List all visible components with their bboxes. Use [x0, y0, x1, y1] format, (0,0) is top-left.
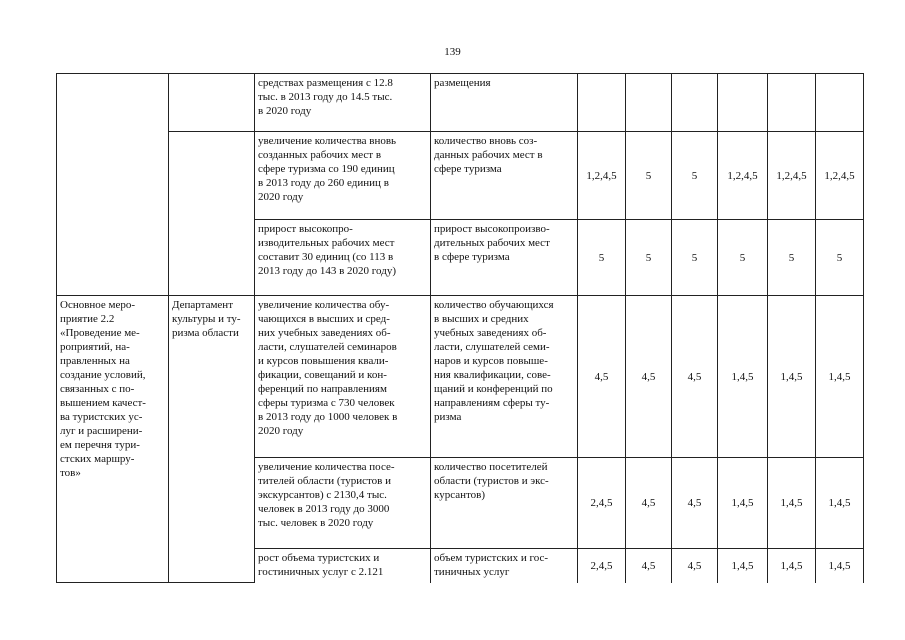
- value-cell: 5: [672, 132, 718, 220]
- value-cell: 2,4,5: [578, 549, 626, 583]
- program-table: [56, 73, 864, 583]
- table-row: [57, 132, 864, 220]
- value-cell: 4,5: [626, 458, 672, 549]
- result-cell: рост объема туристских и гостиничных услуг с 2.121: [255, 549, 431, 583]
- value-cell: 1,4,5: [816, 458, 864, 549]
- indicator-cell: количество вновь соз- данных рабочих мест в сфере туризма: [431, 132, 578, 220]
- value-cell: 4,5: [578, 296, 626, 458]
- value-cell: 4,5: [672, 458, 718, 549]
- result-cell: увеличение количества посе- тителей области (туристов и экскурсантов) с 2130,4 тыс. человек в 2013 году до 3000 тыс. человек в 2020 году: [255, 458, 431, 549]
- indicator-cell: размещения: [431, 74, 578, 132]
- value-cell: 1,4,5: [718, 458, 768, 549]
- event-cell-continued: [57, 74, 169, 296]
- indicator-cell: количество обучающихся в высших и средних учебных заведениях об- ласти, слушателей семи- наров и курсов повыше- ния квалификации, сове- щаний и конференций по направлениям сферы ту- ризма: [431, 296, 578, 458]
- result-cell: средствах размещения с 12.8 тыс. в 2013 году до 14.5 тыс. в 2020 году: [255, 74, 431, 132]
- table-row: [57, 74, 864, 132]
- result-cell: увеличение количества вновь созданных рабочих мест в сфере туризма со 190 единиц в 2013 году до 260 единиц в 2020 году: [255, 132, 431, 220]
- executor-cell: Департамент культуры и ту- ризма области: [169, 296, 255, 583]
- value-cell: 4,5: [672, 296, 718, 458]
- value-cell: 5: [578, 220, 626, 296]
- indicator-cell: объем туристских и гос- тиничных услуг: [431, 549, 578, 583]
- value-cell: 5: [816, 220, 864, 296]
- executor-cell-continued: [169, 132, 255, 296]
- value-cell: 5: [626, 220, 672, 296]
- value-cell: 1,2,4,5: [816, 132, 864, 220]
- indicator-cell: количество посетителей области (туристов и экс- курсантов): [431, 458, 578, 549]
- value-cell: 1,2,4,5: [718, 132, 768, 220]
- value-cell: [578, 74, 626, 132]
- value-cell: 1,4,5: [718, 296, 768, 458]
- value-cell: 4,5: [672, 549, 718, 583]
- indicator-cell: прирост высокопроизво- дительных рабочих мест в сфере туризма: [431, 220, 578, 296]
- value-cell: [768, 74, 816, 132]
- value-cell: 1,2,4,5: [768, 132, 816, 220]
- value-cell: 1,4,5: [768, 296, 816, 458]
- value-cell: 1,4,5: [768, 549, 816, 583]
- value-cell: [626, 74, 672, 132]
- value-cell: 5: [672, 220, 718, 296]
- executor-cell-continued: [169, 74, 255, 132]
- value-cell: 1,4,5: [816, 549, 864, 583]
- value-cell: [718, 74, 768, 132]
- value-cell: 5: [768, 220, 816, 296]
- value-cell: 2,4,5: [578, 458, 626, 549]
- value-cell: 4,5: [626, 549, 672, 583]
- table-row: [57, 296, 864, 458]
- value-cell: 1,4,5: [816, 296, 864, 458]
- value-cell: 1,4,5: [718, 549, 768, 583]
- page-number: 139: [444, 46, 461, 58]
- value-cell: [816, 74, 864, 132]
- value-cell: 5: [718, 220, 768, 296]
- value-cell: 4,5: [626, 296, 672, 458]
- value-cell: 5: [626, 132, 672, 220]
- value-cell: [672, 74, 718, 132]
- event-cell: Основное меро- приятие 2.2 «Проведение ме- роприятий, на- правленных на создание условий, связанных с по- вышением качест- ва туристских ус- луг и расширени- ем перечня тури- стских маршру- тов»: [57, 296, 169, 583]
- result-cell: прирост высокопро- изводительных рабочих мест составит 30 единиц (со 113 в 2013 году до 143 в 2020 году): [255, 220, 431, 296]
- value-cell: 1,2,4,5: [578, 132, 626, 220]
- value-cell: 1,4,5: [768, 458, 816, 549]
- result-cell: увеличение количества обу- чающихся в высших и сред- них учебных заведениях об- ласти, слушателей семинаров и курсов повышения квали- фикации, совещаний и кон- ференций по направлениям сферы туризма с 730 человек в 2013 году до 1000 человек в 2020 году: [255, 296, 431, 458]
